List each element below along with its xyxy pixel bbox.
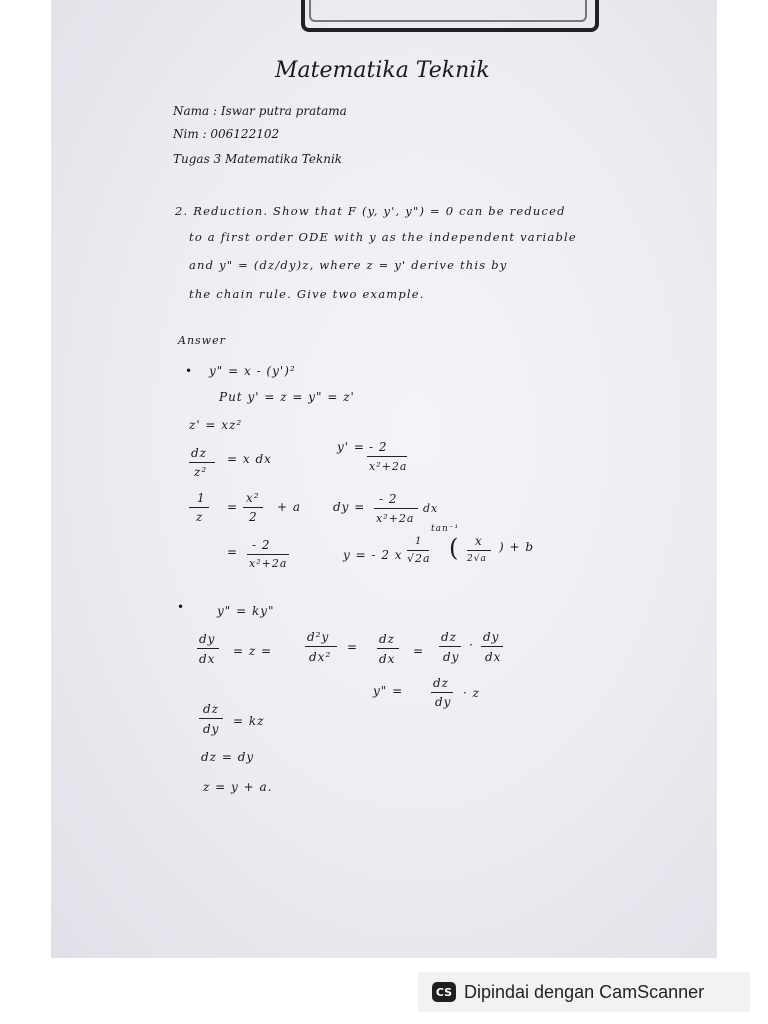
r-sqrt2a: √2a [407,552,431,565]
ex1-eq-sign-2: = [227,545,239,559]
ex2-dz5: dz [203,702,220,716]
ex2-dx2: dx² [309,650,332,664]
ex2-dy: dy [199,632,216,646]
ex1-eq-sign: = [227,500,239,514]
ex1-dz: dz [191,446,208,460]
camscanner-watermark [418,972,750,1012]
ex2-frac-line-5 [481,646,503,647]
ex1-one: 1 [197,491,206,505]
header-nim: Nim : 006122102 [173,127,280,141]
header-nama: Nama : Iswar putra pratama [173,104,347,118]
ex2-d2y: d²y [307,630,330,644]
ex2-z: = z = [233,644,273,658]
ex2-final: z = y + a. [203,780,273,794]
ex2-dz4: dz [433,676,450,690]
ex2-dy3: dy [483,630,500,644]
bullet-1: • [185,364,194,378]
ex2-times-z: · z [463,686,480,700]
ex2-dy4: dy [435,695,452,709]
r-frac-line-2 [374,508,418,509]
ex1-frac-line-4 [247,554,289,555]
ex2-dot: · [469,638,474,652]
ex2-equation: y" = ky" [217,604,275,618]
r-frac-line-1 [367,456,407,457]
question-line-4: the chain rule. Give two example. [189,287,425,301]
bullet-2: • [177,600,186,614]
camscanner-logo-icon: CS [432,982,456,1002]
ex1-xdx: = x dx [227,452,272,466]
question-line-3: and y" = (dz/dy)z, where z = y' derive this by [189,258,508,272]
clipboard-clip-inner-icon [309,0,587,22]
question-line-1: 2. Reduction. Show that F (y, y', y") = 0 can be reduced [175,204,566,218]
ex2-eq-1: = [347,640,359,654]
ex1-z: z [196,510,204,524]
ex1-frac-line-1 [189,462,215,463]
ex2-dz2: dz [441,630,458,644]
ex2-dz: dz [379,632,396,646]
r-2sqrt-a: 2√a [467,554,487,564]
ex2-frac-line-4 [439,646,461,647]
ex2-dy2: dy [443,650,460,664]
r-minus2: - 2 [369,440,388,454]
ex1-minus2: - 2 [252,538,271,552]
ex2-dy5: dy [203,722,220,736]
r-dx: dx [423,502,439,515]
r-one: 1 [415,536,423,547]
r-frac-line-4 [467,550,491,551]
header-tugas: Tugas 3 Matematika Teknik [173,152,343,166]
ex1-zprime: z' = xz² [189,418,243,432]
r-x: x [475,534,483,548]
ex2-frac-line-1 [197,648,219,649]
r-frac-line-3 [407,550,429,551]
ex1-x2: x² [246,491,260,505]
ex2-dx: dx [199,652,216,666]
r-tan-inverse: tan⁻¹ [431,524,460,534]
ex1-z2: z² [194,465,208,479]
ex2-dz-dy: dz = dy [201,750,255,764]
camscanner-text: Dipindai dengan CamScanner [464,981,705,1002]
page-title: Matematika Teknik [275,58,490,83]
r-paren-open: ( [449,534,460,562]
ex1-two: 2 [249,510,258,524]
r-yprime: y' = [337,440,365,454]
ex2-dx3: dx [485,650,502,664]
ex1-plus-a: + a [277,500,302,514]
ex2-frac-line-2 [305,646,337,647]
answer-label: Answer [178,334,226,347]
ex2-frac-line-7 [199,718,223,719]
r-denominator: x²+2a [369,460,408,473]
r-dy: dy = [333,500,366,514]
scanned-paper [51,0,717,958]
ex2-frac-line-3 [377,648,399,649]
ex1-frac-line-2 [189,507,209,508]
ex1-put: Put y' = z = y" = z' [219,390,355,404]
question-line-2: to a first order ODE with y as the independent variable [189,230,577,244]
r-y-equals: y = - 2 x [343,548,403,562]
ex1-equation: y" = x - (y')² [209,364,296,378]
ex1-frac-line-3 [243,507,263,508]
r-denominator-b: x²+2a [376,512,415,525]
ex2-eq-2: = [413,644,425,658]
r-minus2-b: - 2 [379,492,398,506]
ex2-frac-line-6 [431,692,453,693]
ex1-denominator: x²+2a [249,557,288,570]
ex2-kz: = kz [233,714,265,728]
ex2-dx-b: dx [379,652,396,666]
ex2-ypp: y" = [373,684,404,698]
r-paren-close: ) + b [499,540,535,554]
